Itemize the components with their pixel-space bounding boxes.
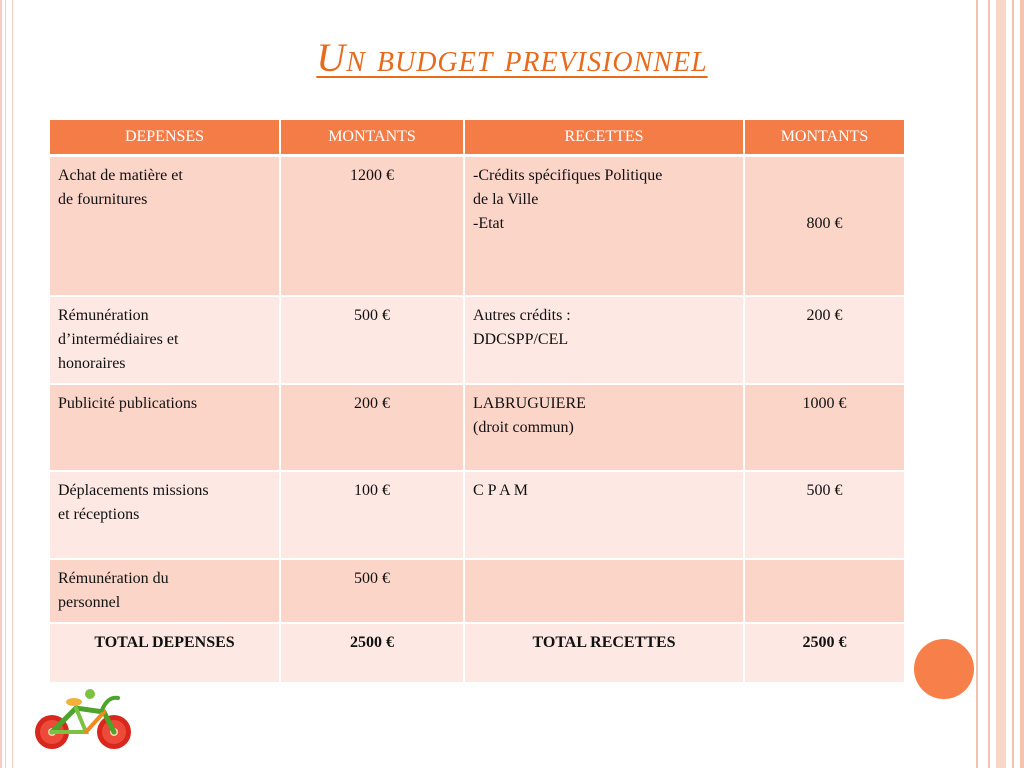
header-montants: MONTANTS: [744, 120, 904, 156]
frame-right-border: [976, 0, 1024, 768]
header-depenses: DEPENSES: [50, 120, 280, 156]
table-row: [50, 156, 904, 296]
vegetable-bicycle-icon: [30, 686, 134, 752]
budget-table: [50, 120, 904, 684]
table-row: [50, 296, 904, 384]
montant-cell: 200 €: [280, 384, 464, 471]
recette-cell: C P A M: [464, 471, 744, 559]
total-recettes-value: 2500 €: [744, 623, 904, 683]
total-row: [50, 623, 904, 683]
depense-cell: Achat de matière et de fournitures: [50, 156, 280, 296]
slide-title: Un budget previsionnel: [316, 35, 708, 80]
header-recettes: RECETTES: [464, 120, 744, 156]
total-depenses-label: TOTAL DEPENSES: [50, 623, 280, 683]
depense-cell: Déplacements missions et réceptions: [50, 471, 280, 559]
recette-cell: Autres crédits : DDCSPP/CEL: [464, 296, 744, 384]
depense-cell: Publicité publications: [50, 384, 280, 471]
frame-line: [5, 0, 6, 768]
montant-cell: 200 €: [744, 296, 904, 384]
depense-cell: Rémunération d’intermédiaires et honoraires: [50, 296, 280, 384]
total-depenses-value: 2500 €: [280, 623, 464, 683]
montant-cell: 1200 €: [280, 156, 464, 296]
orange-circle-icon: [914, 639, 974, 699]
montant-cell: 1000 €: [744, 384, 904, 471]
recette-cell: [464, 559, 744, 623]
table-header-row: [50, 120, 904, 156]
frame-line: [12, 0, 13, 768]
recette-cell: LABRUGUIERE (droit commun): [464, 384, 744, 471]
table-row: [50, 471, 904, 559]
frame-line: [0, 0, 2, 768]
table-row: [50, 559, 904, 623]
montant-cell: [744, 559, 904, 623]
recette-cell: -Crédits spécifiques Politique de la Ville -Etat: [464, 156, 744, 296]
montant-cell: 500 €: [280, 559, 464, 623]
montant-cell: 500 €: [280, 296, 464, 384]
table-row: [50, 384, 904, 471]
header-montants: MONTANTS: [280, 120, 464, 156]
depense-cell: Rémunération du personnel: [50, 559, 280, 623]
total-recettes-label: TOTAL RECETTES: [464, 623, 744, 683]
montant-cell: 100 €: [280, 471, 464, 559]
montant-cell: 800 €: [744, 156, 904, 296]
montant-cell: 500 €: [744, 471, 904, 559]
